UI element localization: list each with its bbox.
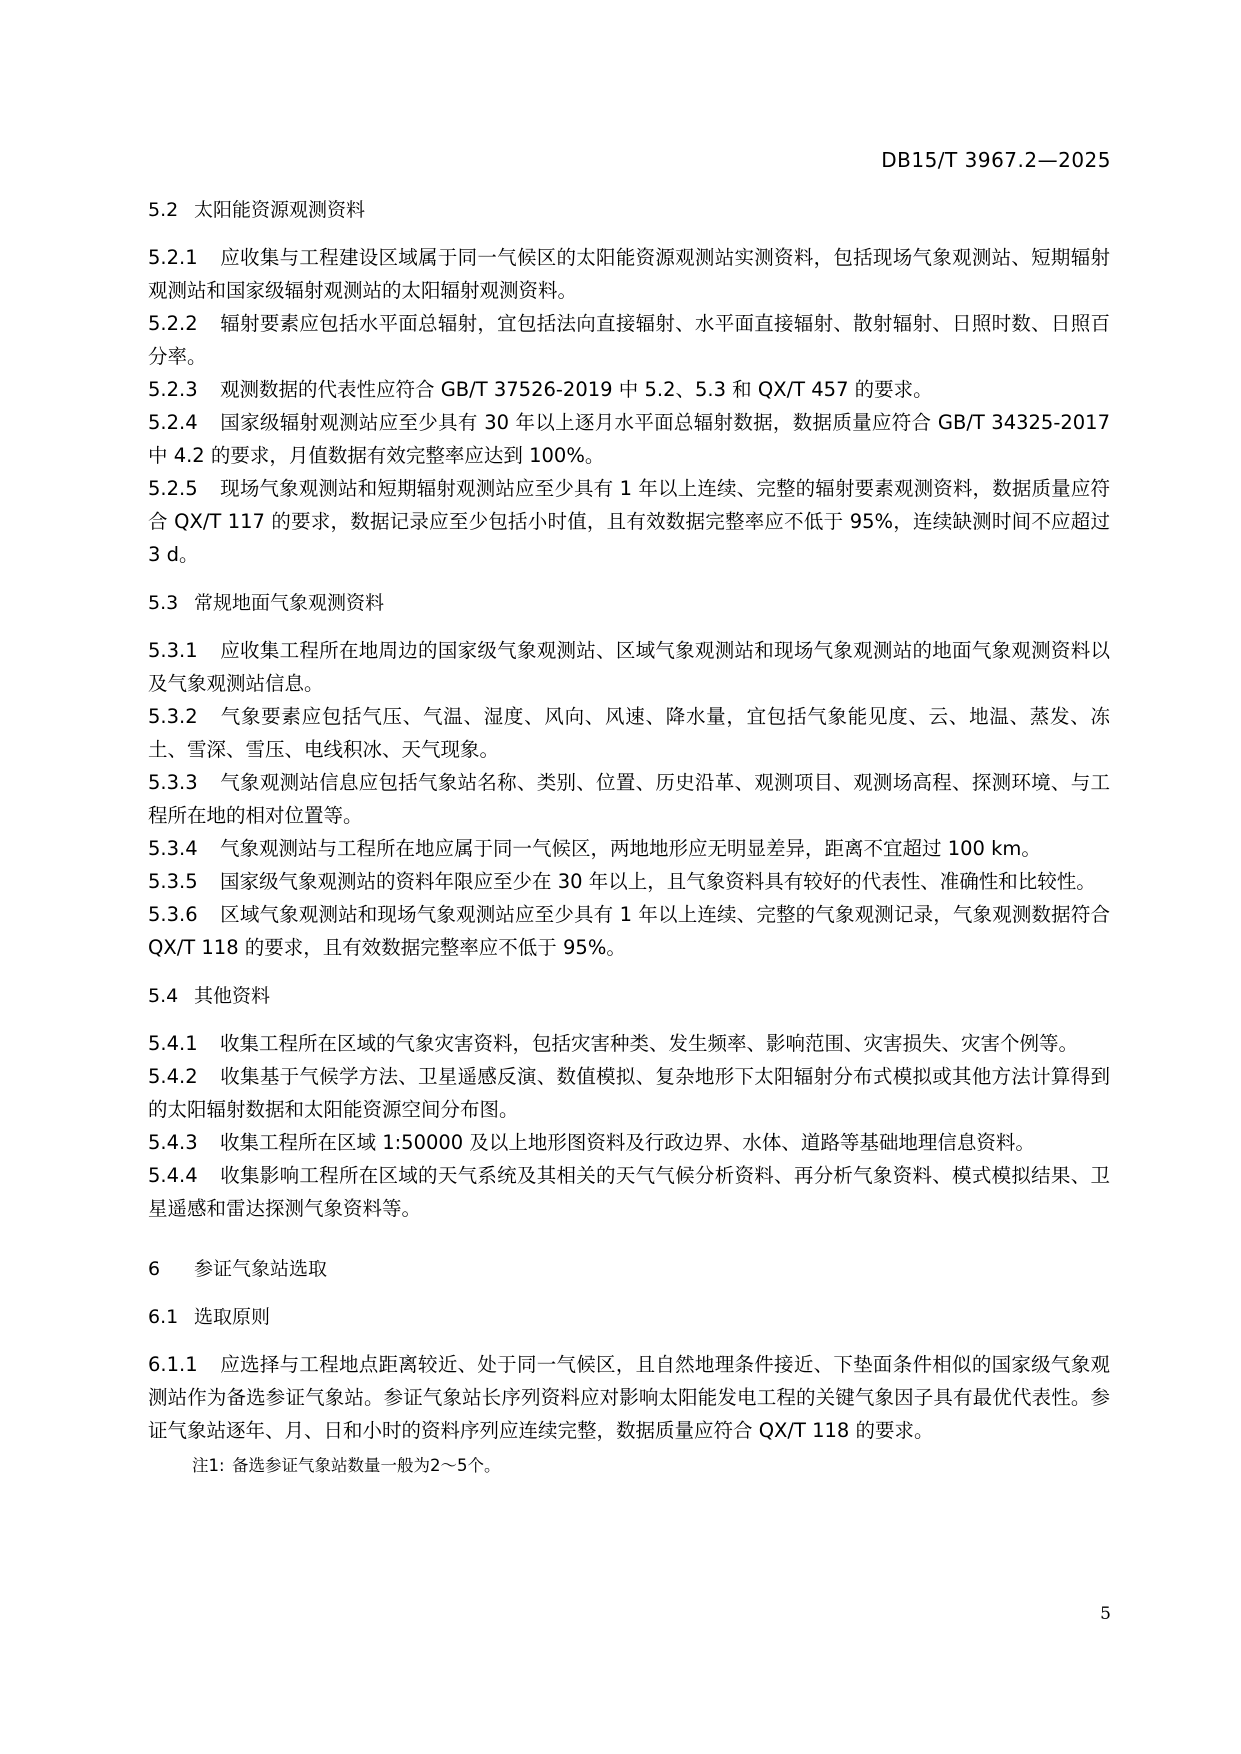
clause-6-1-1	[148, 1348, 1110, 1447]
clause-5-4-1	[148, 1027, 1110, 1060]
clause-text: 国家级辐射观测站应至少具有 30 年以上逐月水平面总辐射数据，数据质量应符合 GB/T 34325-2017 中 4.2 的要求，月值数据有效完整率应达到 100%。	[148, 411, 1110, 467]
section-title: 太阳能资源观测资料	[194, 199, 366, 221]
clause-5-3-4	[148, 832, 1110, 865]
clause-5-3-3	[148, 766, 1110, 832]
page-number: 5	[1100, 1604, 1111, 1624]
clause-number: 5.4.4	[148, 1164, 198, 1187]
clause-number: 5.3.1	[148, 639, 198, 662]
document-code: DB15/T 3967.2—2025	[881, 148, 1111, 172]
clause-number: 6.1.1	[148, 1353, 198, 1376]
note-text: 备选参证气象站数量一般为2～5个。	[232, 1456, 501, 1475]
section-number: 5.3	[148, 592, 179, 614]
section-heading-6-1	[148, 1305, 1110, 1329]
clause-text: 辐射要素应包括水平面总辐射，宜包括法向直接辐射、水平面直接辐射、散射辐射、日照时数、日照百分率。	[148, 312, 1110, 368]
chapter-heading-6	[148, 1257, 1110, 1281]
section-number: 5.2	[148, 199, 179, 221]
clause-number: 5.3.6	[148, 903, 198, 926]
clause-number: 5.3.4	[148, 837, 198, 860]
clause-text: 国家级气象观测站的资料年限应至少在 30 年以上，且气象资料具有较好的代表性、准确性和比较性。	[220, 870, 1096, 893]
clause-number: 5.3.3	[148, 771, 198, 794]
clause-5-3-6	[148, 898, 1110, 964]
clause-5-4-3	[148, 1126, 1110, 1159]
clause-number: 5.3.5	[148, 870, 198, 893]
clause-number: 5.2.1	[148, 246, 198, 269]
clause-text: 区域气象观测站和现场气象观测站应至少具有 1 年以上连续、完整的气象观测记录，气象观测数据符合 QX/T 118 的要求，且有效数据完整率应不低于 95%。	[148, 903, 1110, 959]
clause-5-2-4	[148, 406, 1110, 472]
clause-text: 应收集与工程建设区域属于同一气候区的太阳能资源观测站实测资料，包括现场气象观测站、短期辐射观测站和国家级辐射观测站的太阳辐射观测资料。	[148, 246, 1110, 302]
section-heading-5-2	[148, 198, 1110, 222]
clause-text: 气象观测站信息应包括气象站名称、类别、位置、历史沿革、观测项目、观测场高程、探测环境、与工程所在地的相对位置等。	[148, 771, 1110, 827]
clause-5-2-2	[148, 307, 1110, 373]
section-number: 6.1	[148, 1306, 179, 1328]
clause-number: 5.2.4	[148, 411, 198, 434]
section-title: 常规地面气象观测资料	[194, 592, 385, 614]
clause-number: 5.2.5	[148, 477, 198, 500]
section-title: 选取原则	[194, 1306, 271, 1328]
clause-text: 收集工程所在区域 1:50000 及以上地形图资料及行政边界、水体、道路等基础地理信息资料。	[220, 1131, 1035, 1154]
clause-number: 5.4.1	[148, 1032, 198, 1055]
clause-text: 收集影响工程所在区域的天气系统及其相关的天气气候分析资料、再分析气象资料、模式模拟结果、卫星遥感和雷达探测气象资料等。	[148, 1164, 1110, 1220]
note-label: 注1:	[192, 1456, 225, 1475]
clause-5-2-1	[148, 241, 1110, 307]
clause-number: 5.4.3	[148, 1131, 198, 1154]
note-1	[192, 1453, 1110, 1479]
clause-5-3-1	[148, 634, 1110, 700]
clause-5-4-2	[148, 1060, 1110, 1126]
chapter-number: 6	[148, 1258, 161, 1280]
clause-text: 应收集工程所在地周边的国家级气象观测站、区域气象观测站和现场气象观测站的地面气象观测资料以及气象观测站信息。	[148, 639, 1110, 695]
clause-text: 应选择与工程地点距离较近、处于同一气候区，且自然地理条件接近、下垫面条件相似的国家级气象观测站作为备选参证气象站。参证气象站长序列资料应对影响太阳能发电工程的关键气象因子具有最优代表性。参证气象站逐年、月、日和小时的资料序列应连续完整，数据质量应符合 QX/T 118 的要求。	[148, 1353, 1110, 1442]
section-heading-5-3	[148, 591, 1110, 615]
clause-number: 5.2.3	[148, 378, 198, 401]
chapter-title: 参证气象站选取	[194, 1258, 328, 1280]
clause-text: 气象观测站与工程所在地应属于同一气候区，两地地形应无明显差异，距离不宜超过 100 km。	[220, 837, 1041, 860]
clause-number: 5.4.2	[148, 1065, 198, 1088]
clause-text: 收集工程所在区域的气象灾害资料，包括灾害种类、发生频率、影响范围、灾害损失、灾害个例等。	[220, 1032, 1079, 1055]
clause-5-2-5	[148, 472, 1110, 571]
section-title: 其他资料	[194, 985, 271, 1007]
clause-text: 气象要素应包括气压、气温、湿度、风向、风速、降水量，宜包括气象能见度、云、地温、蒸发、冻土、雪深、雪压、电线积冰、天气现象。	[148, 705, 1110, 761]
clause-text: 现场气象观测站和短期辐射观测站应至少具有 1 年以上连续、完整的辐射要素观测资料，数据质量应符合 QX/T 117 的要求，数据记录应至少包括小时值，且有效数据完整率应不低于 95%，连续缺测时间不应超过 3 d。	[148, 477, 1110, 566]
clause-5-4-4	[148, 1159, 1110, 1225]
clause-number: 5.2.2	[148, 312, 198, 335]
page-content	[148, 198, 1110, 1479]
clause-text: 收集基于气候学方法、卫星遥感反演、数值模拟、复杂地形下太阳辐射分布式模拟或其他方法计算得到的太阳辐射数据和太阳能资源空间分布图。	[148, 1065, 1110, 1121]
clause-5-2-3	[148, 373, 1110, 406]
section-number: 5.4	[148, 985, 179, 1007]
clause-5-3-5	[148, 865, 1110, 898]
clause-text: 观测数据的代表性应符合 GB/T 37526-2019 中 5.2、5.3 和 QX/T 457 的要求。	[220, 378, 933, 401]
clause-number: 5.3.2	[148, 705, 198, 728]
section-heading-5-4	[148, 984, 1110, 1008]
clause-5-3-2	[148, 700, 1110, 766]
